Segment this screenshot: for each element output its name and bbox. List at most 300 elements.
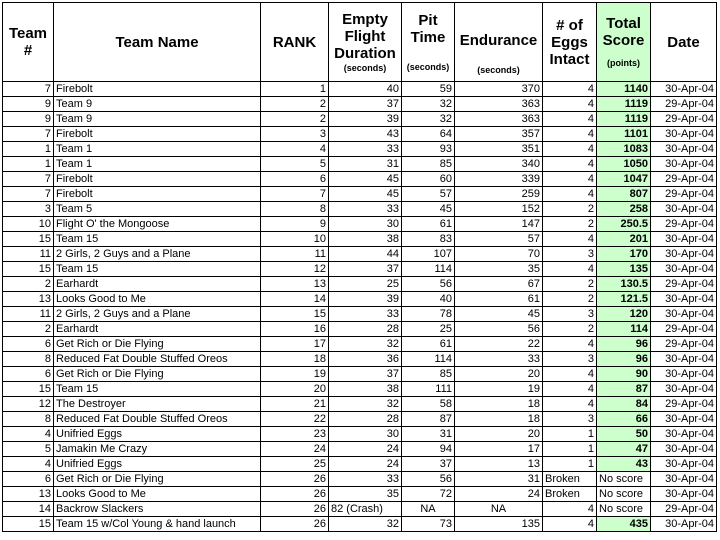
cell-endurance: 33 (455, 352, 543, 367)
cell-team-number: 2 (3, 277, 54, 292)
cell-team-name: Earhardt (54, 322, 261, 337)
cell-pit-time: 64 (402, 127, 455, 142)
cell-endurance: 67 (455, 277, 543, 292)
cell-date: 30-Apr-04 (651, 157, 717, 172)
cell-rank: 18 (261, 352, 329, 367)
cell-eggs-intact: 4 (543, 172, 597, 187)
cell-flight-duration: 31 (329, 157, 402, 172)
cell-pit-time: 94 (402, 442, 455, 457)
cell-eggs-intact: 3 (543, 307, 597, 322)
header-eggs-intact: # of Eggs Intact (543, 3, 597, 82)
cell-pit-time: 87 (402, 412, 455, 427)
cell-date: 30-Apr-04 (651, 142, 717, 157)
results-table (2, 2, 717, 532)
cell-team-number: 6 (3, 337, 54, 352)
cell-eggs-intact: 3 (543, 352, 597, 367)
cell-date: 30-Apr-04 (651, 247, 717, 262)
cell-flight-duration: 28 (329, 412, 402, 427)
cell-total-score: 84 (597, 397, 651, 412)
cell-rank: 2 (261, 112, 329, 127)
cell-rank: 26 (261, 517, 329, 532)
header-endurance: Endurance (seconds) (455, 3, 543, 82)
table-row (3, 277, 717, 292)
cell-rank: 10 (261, 232, 329, 247)
header-rank: RANK (261, 3, 329, 82)
cell-pit-time: 93 (402, 142, 455, 157)
table-row (3, 232, 717, 247)
cell-rank: 2 (261, 97, 329, 112)
cell-flight-duration: 37 (329, 262, 402, 277)
cell-date: 30-Apr-04 (651, 82, 717, 97)
cell-total-score: 1050 (597, 157, 651, 172)
cell-team-number: 15 (3, 382, 54, 397)
cell-endurance: 18 (455, 412, 543, 427)
cell-endurance: 57 (455, 232, 543, 247)
cell-pit-time: 61 (402, 337, 455, 352)
cell-total-score: 90 (597, 367, 651, 382)
cell-team-name: Team 9 (54, 112, 261, 127)
cell-team-name: Looks Good to Me (54, 487, 261, 502)
cell-pit-time: 45 (402, 202, 455, 217)
cell-total-score: 43 (597, 457, 651, 472)
cell-date: 30-Apr-04 (651, 427, 717, 442)
table-row (3, 142, 717, 157)
cell-total-score: 96 (597, 352, 651, 367)
cell-endurance: 20 (455, 427, 543, 442)
header-date: Date (651, 3, 717, 82)
cell-rank: 25 (261, 457, 329, 472)
cell-date: 29-Apr-04 (651, 217, 717, 232)
cell-team-number: 10 (3, 217, 54, 232)
cell-pit-time: 107 (402, 247, 455, 262)
cell-eggs-intact: 4 (543, 367, 597, 382)
cell-team-number: 7 (3, 172, 54, 187)
cell-pit-time: 73 (402, 517, 455, 532)
cell-team-number: 7 (3, 187, 54, 202)
cell-endurance: 24 (455, 487, 543, 502)
cell-flight-duration: 44 (329, 247, 402, 262)
cell-eggs-intact: 1 (543, 442, 597, 457)
cell-total-score: 258 (597, 202, 651, 217)
cell-flight-duration: 24 (329, 457, 402, 472)
cell-total-score: 121.5 (597, 292, 651, 307)
header-row (3, 3, 717, 82)
cell-total-score: 1119 (597, 112, 651, 127)
cell-team-name: Get Rich or Die Flying (54, 472, 261, 487)
table-row (3, 352, 717, 367)
cell-flight-duration: 39 (329, 292, 402, 307)
cell-endurance: 45 (455, 307, 543, 322)
cell-endurance: 152 (455, 202, 543, 217)
cell-total-score: 1140 (597, 82, 651, 97)
cell-flight-duration: 30 (329, 427, 402, 442)
cell-flight-duration: 28 (329, 322, 402, 337)
cell-total-score: 250.5 (597, 217, 651, 232)
cell-flight-duration: 37 (329, 97, 402, 112)
cell-total-score: No score (597, 487, 651, 502)
table-row (3, 367, 717, 382)
cell-flight-duration: 32 (329, 337, 402, 352)
cell-pit-time: 83 (402, 232, 455, 247)
cell-team-number: 7 (3, 127, 54, 142)
cell-team-number: 3 (3, 202, 54, 217)
cell-pit-time: 32 (402, 97, 455, 112)
cell-flight-duration: 45 (329, 172, 402, 187)
cell-eggs-intact: 4 (543, 502, 597, 517)
cell-eggs-intact: 1 (543, 427, 597, 442)
cell-team-number: 7 (3, 82, 54, 97)
cell-endurance: 363 (455, 97, 543, 112)
cell-flight-duration: 36 (329, 352, 402, 367)
cell-date: 29-Apr-04 (651, 187, 717, 202)
table-row (3, 127, 717, 142)
cell-endurance: 339 (455, 172, 543, 187)
cell-team-number: 8 (3, 352, 54, 367)
table-row (3, 427, 717, 442)
cell-rank: 26 (261, 472, 329, 487)
cell-team-name: Team 15 w/Col Young & hand launch (54, 517, 261, 532)
cell-pit-time: 78 (402, 307, 455, 322)
header-total-score: Total Score (points) (597, 3, 651, 82)
cell-endurance: 135 (455, 517, 543, 532)
cell-eggs-intact: Broken (543, 472, 597, 487)
cell-eggs-intact: 4 (543, 517, 597, 532)
cell-eggs-intact: 4 (543, 337, 597, 352)
cell-team-name: Reduced Fat Double Stuffed Oreos (54, 352, 261, 367)
table-row (3, 322, 717, 337)
header-pit-time: Pit Time (seconds) (402, 3, 455, 82)
cell-rank: 24 (261, 442, 329, 457)
cell-total-score: No score (597, 472, 651, 487)
cell-team-number: 1 (3, 142, 54, 157)
cell-date: 29-Apr-04 (651, 172, 717, 187)
table-row (3, 382, 717, 397)
table-row (3, 517, 717, 532)
cell-flight-duration: 30 (329, 217, 402, 232)
table-row (3, 457, 717, 472)
cell-eggs-intact: 2 (543, 202, 597, 217)
cell-flight-duration: 33 (329, 202, 402, 217)
cell-date: 29-Apr-04 (651, 322, 717, 337)
cell-date: 29-Apr-04 (651, 97, 717, 112)
cell-team-number: 9 (3, 97, 54, 112)
cell-rank: 15 (261, 307, 329, 322)
cell-team-name: 2 Girls, 2 Guys and a Plane (54, 247, 261, 262)
cell-pit-time: 57 (402, 187, 455, 202)
cell-endurance: 370 (455, 82, 543, 97)
cell-flight-duration: 82 (Crash) (329, 502, 402, 517)
cell-team-number: 13 (3, 292, 54, 307)
cell-total-score: 1119 (597, 97, 651, 112)
cell-endurance: 31 (455, 472, 543, 487)
cell-eggs-intact: 4 (543, 262, 597, 277)
cell-rank: 5 (261, 157, 329, 172)
header-team-number: Team # (3, 3, 54, 82)
cell-endurance: 17 (455, 442, 543, 457)
cell-rank: 17 (261, 337, 329, 352)
table-row (3, 487, 717, 502)
cell-team-name: The Destroyer (54, 397, 261, 412)
cell-date: 30-Apr-04 (651, 127, 717, 142)
cell-flight-duration: 45 (329, 187, 402, 202)
cell-team-number: 14 (3, 502, 54, 517)
cell-flight-duration: 43 (329, 127, 402, 142)
cell-eggs-intact: 2 (543, 217, 597, 232)
cell-pit-time: 60 (402, 172, 455, 187)
cell-eggs-intact: 4 (543, 397, 597, 412)
cell-eggs-intact: 4 (543, 127, 597, 142)
cell-team-name: Looks Good to Me (54, 292, 261, 307)
cell-rank: 19 (261, 367, 329, 382)
cell-date: 30-Apr-04 (651, 457, 717, 472)
table-row (3, 172, 717, 187)
cell-date: 30-Apr-04 (651, 262, 717, 277)
cell-date: 30-Apr-04 (651, 517, 717, 532)
table-row (3, 97, 717, 112)
cell-team-number: 15 (3, 262, 54, 277)
cell-date: 30-Apr-04 (651, 472, 717, 487)
cell-team-number: 5 (3, 442, 54, 457)
table-row (3, 307, 717, 322)
table-row (3, 112, 717, 127)
cell-endurance: 147 (455, 217, 543, 232)
cell-total-score: 130.5 (597, 277, 651, 292)
cell-date: 30-Apr-04 (651, 307, 717, 322)
table-row (3, 337, 717, 352)
cell-date: 30-Apr-04 (651, 412, 717, 427)
cell-team-name: Team 15 (54, 232, 261, 247)
cell-rank: 16 (261, 322, 329, 337)
cell-team-number: 6 (3, 367, 54, 382)
cell-pit-time: 25 (402, 322, 455, 337)
cell-date: 29-Apr-04 (651, 502, 717, 517)
cell-rank: 6 (261, 172, 329, 187)
cell-pit-time: 40 (402, 292, 455, 307)
cell-team-name: Firebolt (54, 82, 261, 97)
cell-eggs-intact: 3 (543, 247, 597, 262)
cell-date: 30-Apr-04 (651, 292, 717, 307)
cell-rank: 20 (261, 382, 329, 397)
cell-rank: 13 (261, 277, 329, 292)
cell-rank: 23 (261, 427, 329, 442)
cell-date: 29-Apr-04 (651, 112, 717, 127)
cell-eggs-intact: 2 (543, 277, 597, 292)
cell-team-number: 12 (3, 397, 54, 412)
table-row (3, 412, 717, 427)
table-row (3, 472, 717, 487)
cell-eggs-intact: 4 (543, 142, 597, 157)
cell-team-number: 1 (3, 157, 54, 172)
cell-rank: 3 (261, 127, 329, 142)
cell-endurance: 13 (455, 457, 543, 472)
cell-pit-time: 32 (402, 112, 455, 127)
cell-flight-duration: 37 (329, 367, 402, 382)
cell-endurance: 357 (455, 127, 543, 142)
cell-eggs-intact: 4 (543, 187, 597, 202)
cell-date: 30-Apr-04 (651, 442, 717, 457)
cell-total-score: 170 (597, 247, 651, 262)
cell-team-name: Backrow Slackers (54, 502, 261, 517)
header-team-name: Team Name (54, 3, 261, 82)
cell-team-number: 13 (3, 487, 54, 502)
cell-team-number: 2 (3, 322, 54, 337)
cell-rank: 8 (261, 202, 329, 217)
cell-rank: 26 (261, 502, 329, 517)
cell-pit-time: 85 (402, 367, 455, 382)
table-row (3, 217, 717, 232)
cell-total-score: 96 (597, 337, 651, 352)
cell-date: 29-Apr-04 (651, 337, 717, 352)
cell-flight-duration: 25 (329, 277, 402, 292)
table-row (3, 187, 717, 202)
cell-total-score: 1047 (597, 172, 651, 187)
cell-eggs-intact: 4 (543, 382, 597, 397)
cell-rank: 12 (261, 262, 329, 277)
cell-flight-duration: 32 (329, 397, 402, 412)
cell-endurance: 351 (455, 142, 543, 157)
cell-pit-time: 85 (402, 157, 455, 172)
cell-total-score: 114 (597, 322, 651, 337)
cell-pit-time: 114 (402, 262, 455, 277)
cell-rank: 21 (261, 397, 329, 412)
cell-flight-duration: 33 (329, 142, 402, 157)
table-row (3, 202, 717, 217)
cell-team-number: 15 (3, 517, 54, 532)
cell-team-number: 9 (3, 112, 54, 127)
table-row (3, 157, 717, 172)
cell-rank: 9 (261, 217, 329, 232)
cell-team-name: Get Rich or Die Flying (54, 337, 261, 352)
cell-endurance: 61 (455, 292, 543, 307)
cell-flight-duration: 33 (329, 472, 402, 487)
cell-endurance: 19 (455, 382, 543, 397)
cell-eggs-intact: 4 (543, 157, 597, 172)
cell-flight-duration: 38 (329, 232, 402, 247)
cell-date: 30-Apr-04 (651, 202, 717, 217)
cell-team-number: 8 (3, 412, 54, 427)
cell-team-name: Reduced Fat Double Stuffed Oreos (54, 412, 261, 427)
cell-pit-time: 56 (402, 277, 455, 292)
cell-total-score: 807 (597, 187, 651, 202)
cell-eggs-intact: 3 (543, 412, 597, 427)
cell-team-name: Firebolt (54, 172, 261, 187)
cell-endurance: NA (455, 502, 543, 517)
table-row (3, 502, 717, 517)
cell-rank: 22 (261, 412, 329, 427)
cell-total-score: 66 (597, 412, 651, 427)
cell-eggs-intact: 2 (543, 292, 597, 307)
cell-pit-time: 58 (402, 397, 455, 412)
cell-rank: 1 (261, 82, 329, 97)
cell-eggs-intact: 4 (543, 97, 597, 112)
cell-date: 30-Apr-04 (651, 352, 717, 367)
cell-team-number: 4 (3, 457, 54, 472)
cell-endurance: 340 (455, 157, 543, 172)
cell-team-name: Firebolt (54, 127, 261, 142)
cell-total-score: 47 (597, 442, 651, 457)
cell-rank: 14 (261, 292, 329, 307)
cell-rank: 26 (261, 487, 329, 502)
cell-endurance: 259 (455, 187, 543, 202)
cell-flight-duration: 35 (329, 487, 402, 502)
cell-pit-time: 59 (402, 82, 455, 97)
cell-date: 29-Apr-04 (651, 277, 717, 292)
cell-team-name: Team 1 (54, 157, 261, 172)
cell-flight-duration: 38 (329, 382, 402, 397)
cell-eggs-intact: 4 (543, 112, 597, 127)
cell-endurance: 22 (455, 337, 543, 352)
cell-team-number: 4 (3, 427, 54, 442)
cell-team-name: Team 15 (54, 262, 261, 277)
table-row (3, 442, 717, 457)
cell-team-name: Unifried Eggs (54, 457, 261, 472)
table-body (3, 82, 717, 532)
table-row (3, 292, 717, 307)
cell-endurance: 20 (455, 367, 543, 382)
table-row (3, 82, 717, 97)
cell-team-number: 15 (3, 232, 54, 247)
cell-team-name: 2 Girls, 2 Guys and a Plane (54, 307, 261, 322)
cell-endurance: 35 (455, 262, 543, 277)
cell-team-number: 11 (3, 247, 54, 262)
cell-team-name: Unifried Eggs (54, 427, 261, 442)
cell-eggs-intact: 1 (543, 457, 597, 472)
cell-team-number: 11 (3, 307, 54, 322)
cell-pit-time: 37 (402, 457, 455, 472)
cell-team-name: Earhardt (54, 277, 261, 292)
cell-pit-time: 111 (402, 382, 455, 397)
cell-total-score: 135 (597, 262, 651, 277)
cell-eggs-intact: 4 (543, 82, 597, 97)
table-row (3, 262, 717, 277)
cell-endurance: 56 (455, 322, 543, 337)
cell-team-name: Team 5 (54, 202, 261, 217)
cell-pit-time: 56 (402, 472, 455, 487)
cell-flight-duration: 24 (329, 442, 402, 457)
cell-flight-duration: 39 (329, 112, 402, 127)
cell-date: 30-Apr-04 (651, 232, 717, 247)
cell-team-name: Jamakin Me Crazy (54, 442, 261, 457)
cell-team-name: Team 15 (54, 382, 261, 397)
table-row (3, 397, 717, 412)
cell-eggs-intact: 4 (543, 232, 597, 247)
cell-total-score: 201 (597, 232, 651, 247)
cell-date: 29-Apr-04 (651, 397, 717, 412)
cell-endurance: 18 (455, 397, 543, 412)
cell-team-name: Team 1 (54, 142, 261, 157)
cell-endurance: 70 (455, 247, 543, 262)
cell-team-name: Get Rich or Die Flying (54, 367, 261, 382)
cell-team-name: Firebolt (54, 187, 261, 202)
cell-date: 30-Apr-04 (651, 487, 717, 502)
cell-rank: 7 (261, 187, 329, 202)
table-row (3, 247, 717, 262)
cell-date: 30-Apr-04 (651, 367, 717, 382)
cell-eggs-intact: 2 (543, 322, 597, 337)
cell-rank: 4 (261, 142, 329, 157)
cell-total-score: 50 (597, 427, 651, 442)
cell-flight-duration: 33 (329, 307, 402, 322)
cell-flight-duration: 32 (329, 517, 402, 532)
cell-rank: 11 (261, 247, 329, 262)
cell-total-score: 435 (597, 517, 651, 532)
cell-pit-time: 31 (402, 427, 455, 442)
cell-eggs-intact: Broken (543, 487, 597, 502)
cell-endurance: 363 (455, 112, 543, 127)
cell-total-score: 1083 (597, 142, 651, 157)
cell-pit-time: 114 (402, 352, 455, 367)
cell-team-name: Flight O' the Mongoose (54, 217, 261, 232)
